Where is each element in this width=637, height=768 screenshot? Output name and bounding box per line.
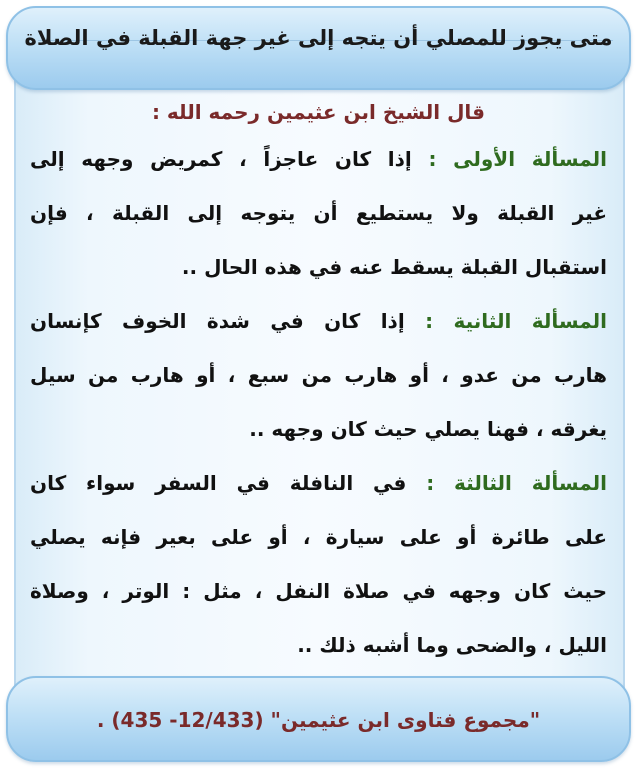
issue-3-label: المسألة الثالثة :	[426, 471, 607, 495]
issue-2-first-text: إذا كان في شدة الخوف كإنسان	[30, 309, 426, 333]
fatwa-content	[30, 92, 607, 672]
issue-1-first-line	[30, 132, 607, 186]
issue-3-line-2: على طائرة أو على سيارة ، أو على بعير فإنه يصلي	[30, 525, 607, 549]
issue-3-line-4: الليل ، والضحى وما أشبه ذلك ..	[297, 633, 607, 657]
issue-2-line-3: يغرقه ، فهنا يصلي حيث كان وجهه ..	[249, 417, 607, 441]
source-citation: "مجموع فتاوى ابن عثيمين" (12/433- 435) .	[96, 708, 541, 732]
issue-1-line-3: استقبال القبلة يسقط عنه في هذه الحال ..	[181, 255, 607, 279]
issue-3-line-3: حيث كان وجهه في صلاة النفل ، مثل : الوتر ، وصلاة	[30, 579, 607, 603]
issue-2-first-line	[30, 294, 607, 348]
issue-1-first-text: إذا كان عاجزاً ، كمريض وجهه إلى	[30, 147, 429, 171]
issue-1-line-2: غير القبلة ولا يستطيع أن يتوجه إلى القبلة ، فإن	[30, 201, 607, 225]
page-title: متى يجوز للمصلي أن يتجه إلى غير جهة القبلة في الصلاة	[24, 26, 613, 50]
issue-3-first-line	[30, 456, 607, 510]
intro-line: قال الشيخ ابن عثيمين رحمه الله :	[151, 100, 486, 124]
issue-1-label: المسألة الأولى :	[428, 147, 607, 171]
issue-2-label: المسألة الثانية :	[425, 309, 607, 333]
issue-3-first-text: في النافلة في السفر سواء كان	[30, 471, 427, 495]
issue-2-line-2: هارب من عدو ، أو هارب من سبع ، أو هارب من سيل	[30, 363, 607, 387]
